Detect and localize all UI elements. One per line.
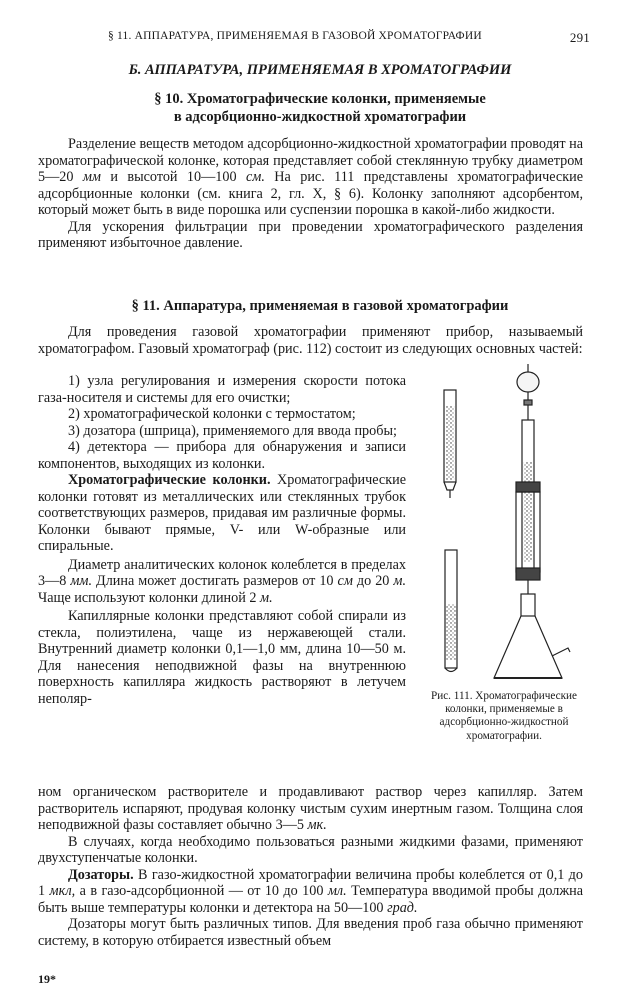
sec10-heading-line1: § 10. Хроматографические колонки, применяемые [154,91,486,107]
unit-grad: град. [387,899,418,916]
column-c [494,364,570,678]
sec11-intro [38,324,583,357]
dosers-paragraph [38,867,583,917]
unit-cm: см. [245,169,265,185]
dosers-label: Дозаторы. [68,866,134,883]
unit-mm: мм. [70,573,93,589]
capillary-paragraph-start: Капиллярные колонки представляют собой спирали из стекла, полиэтилена, чаще из нержавеющей стали. Внутренний диаметр колонки 0,1—1,0 мм, длина 10—50 м. Для нанесения неподвижной фазы на внутреннюю поверхность капилляра жидкость растворяют в летучем неполяр- [38,608,406,707]
unit-m: м. [260,589,273,606]
column-b [445,550,457,672]
text-run: На рис. 111 представлены хроматографические адсорбционные колонки (см. книга 2, гл. X, § 6). Колонку заполняют адсорбентом, который может быть в виде порошка или суспензии порошка в какой-либо жидкости. [38,169,583,218]
sec11-narrow-column [38,373,406,707]
list-item-2: 2) хроматографической колонки с термостатом; [68,406,356,422]
list-item-4: 4) детектора — прибора для обнаружения и записи компонентов, выходящих из колонки. [38,439,406,472]
capillary-paragraph-end [38,784,583,834]
running-header [70,30,590,48]
sec10-paragraph-2: Для ускорения фильтрации при проведении хроматографического разделения применяют избыточное давление. [38,218,583,251]
list-item-1: 1) узла регулирования и измерения скорости потока газа-носителя и системы для его очистки; [38,373,406,406]
text-run: Разделение веществ методом адсорбционно-жидкостной хроматографии проводят на хроматографической колонке, которая представляет собой стеклянную трубку диаметром 5—20 [38,136,583,185]
sec10-heading [60,90,580,126]
sec10-body [38,136,583,252]
chromatographic-columns-drawing [418,362,593,687]
unit-mm: мм [82,169,101,185]
sec10-heading-line2: в адсорбционно-жидкостной хроматографии [173,109,467,125]
text-run: и высотой 10—100 [100,169,246,185]
unit-cm: см [337,573,353,589]
text-run: Хроматографические колонки готовят из металлических или стеклянных трубок соответствующих размеров, придавая им различные формы. Колонки бывают прямые, V- или W-образные или спиральные. [38,472,406,554]
sec11-wide-body [38,784,583,949]
text-run: Чаще используют колонки длиной 2 [38,589,261,606]
signature-mark: 19* [38,972,56,986]
text-run: ном органическом растворителе и продавливают раствор через капилляр. Затем растворитель испаряют, продувая колонку чистым сухим инертным газом. Толщина слоя неподвижной фазы составляет обычно 3—5 [38,784,583,833]
figure-111 [418,362,593,687]
sec11-heading: § 11. Аппаратура, применяемая в газовой хроматографии [131,298,509,314]
unit-mk: мк. [307,817,327,833]
text-run: В газо-жидкостной хроматографии величина пробы колеблется от 0,1 до 1 [38,866,583,899]
figure-caption: Рис. 111. Хроматографические колонки, применяемые в адсорбционно-жидкостной хроматографии. [431,690,577,742]
list-item-3: 3) дозатора (шприца), применяемого для ввода пробы; [68,422,397,439]
text-run: Температура вводимой пробы должна быть выше температуры колонки и детектора на 50—100 [38,883,584,916]
running-title: § 11. АППАРАТУРА, ПРИМЕНЯЕМАЯ В ГАЗОВОЙ ХРОМАТОГРАФИИ [108,30,482,42]
sec10-paragraph-1 [38,136,583,219]
last-paragraph: Дозаторы могут быть различных типов. Для введения проб газа обычно применяют систему, в которую отбирается известный объем [38,916,583,949]
diameter-paragraph [38,557,406,607]
section-title: Б. АППАРАТУРА, ПРИМЕНЯЕМАЯ В ХРОМАТОГРАФИИ [128,62,512,78]
text-run: до 20 [352,573,394,589]
column-a [444,390,456,498]
text-run: Длина может достигать размеров от 10 [92,573,338,589]
unit-ml: мл. [327,883,347,899]
columns-paragraph [38,472,406,555]
twostage-paragraph: В случаях, когда необходимо пользоваться разными жидкими фазами, применяют двухступенчатые колонки. [38,833,583,866]
unit-m: м. [393,573,406,589]
text-run: Диаметр аналитических колонок колеблется в пределах 3—8 [38,556,406,589]
sec11-intro-paragraph: Для проведения газовой хроматографии применяют прибор, называемый хроматографом. Газовый хроматограф (рис. 112) состоит из следующих основных частей: [38,324,583,357]
page-number: 291 [569,30,590,45]
text-run: а в газо-адсорбционной — от 10 до 100 [75,883,328,899]
unit-mkl: мкл, [49,883,76,899]
columns-label: Хроматографические колонки. [68,472,271,488]
